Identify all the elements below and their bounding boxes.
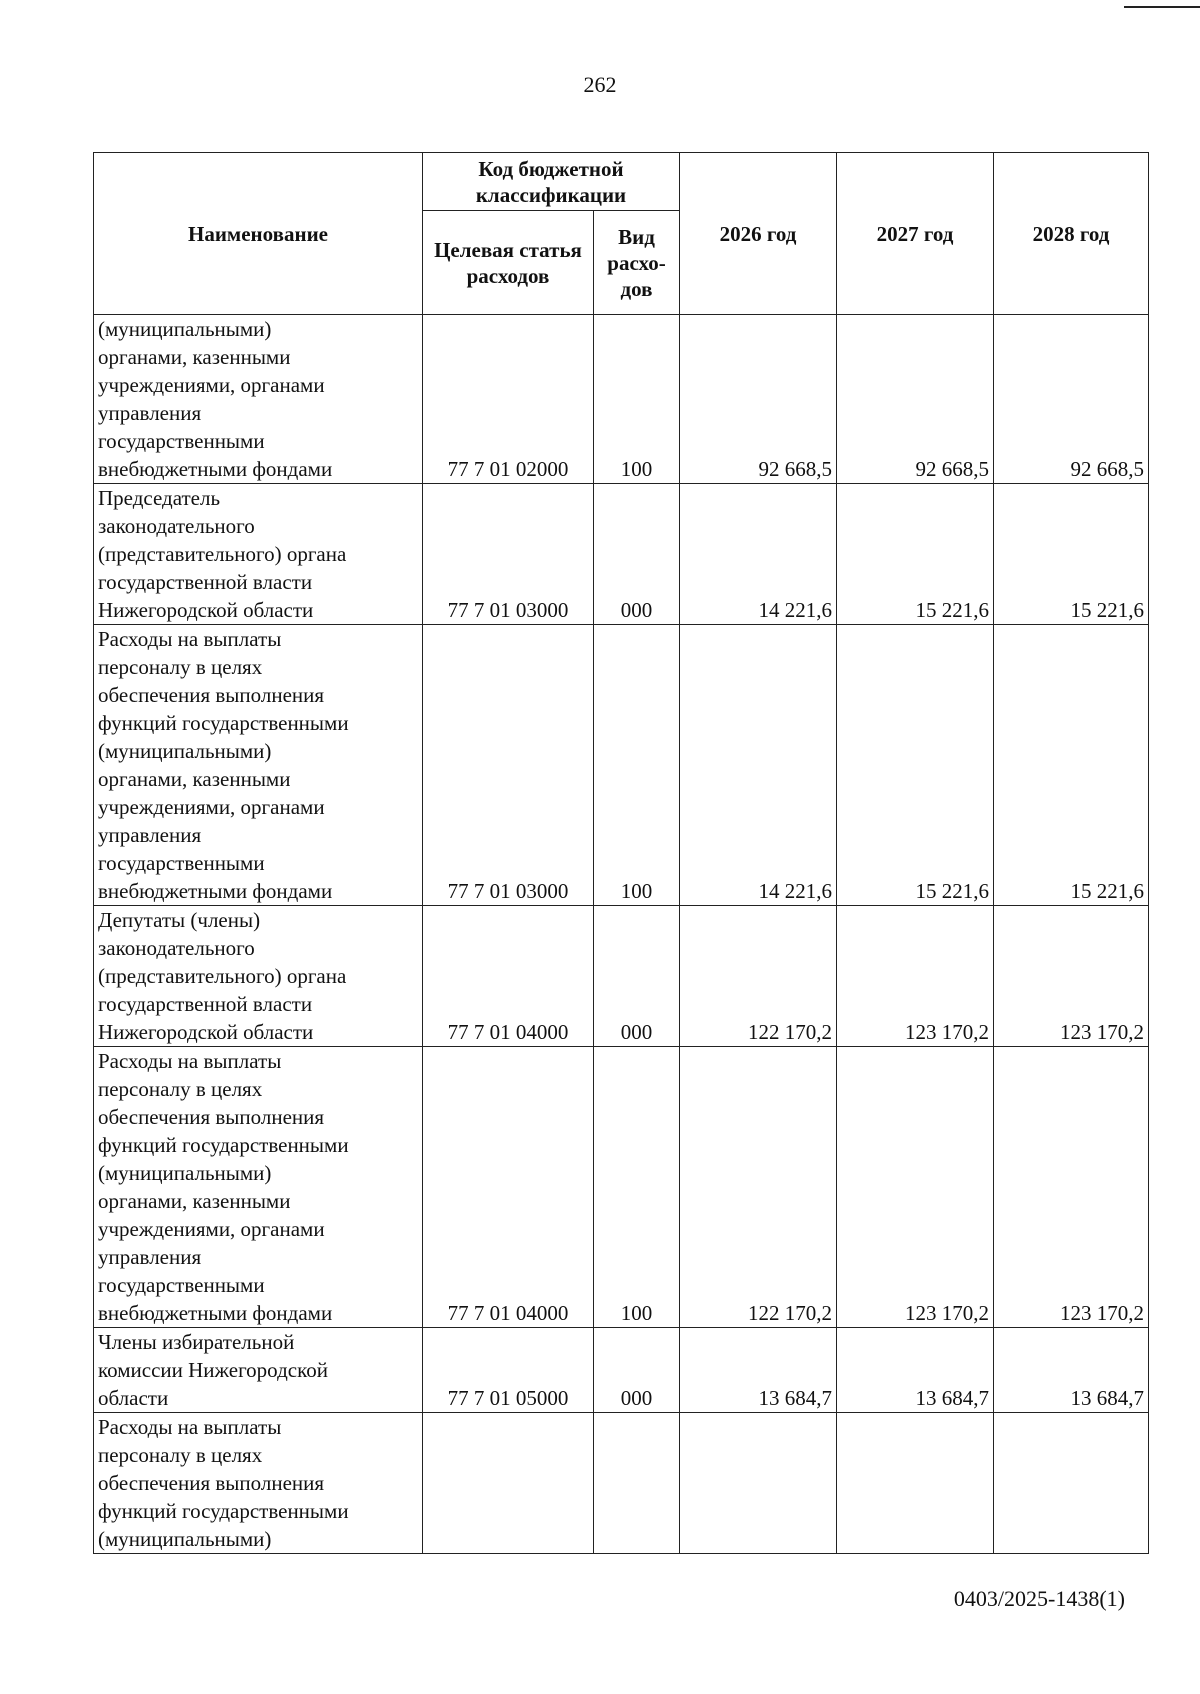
row-name-line: учреждениями, органами [98, 795, 325, 819]
row-target-article [423, 1413, 594, 1554]
row-name-line: внебюджетными фондами [98, 879, 333, 903]
top-edge-rule [1124, 6, 1200, 8]
row-value-2026: 122 170,2 [680, 906, 837, 1047]
table-row [94, 315, 1149, 484]
row-name-line: (муниципальными) [98, 317, 272, 341]
row-name-line: управления [98, 1245, 202, 1269]
row-name-line: Расходы на выплаты [98, 1415, 282, 1439]
row-name-line: внебюджетными фондами [98, 457, 333, 481]
row-value-2028: 123 170,2 [994, 906, 1149, 1047]
row-value-2028: 13 684,7 [994, 1328, 1149, 1413]
row-expense-type: 100 [594, 315, 680, 484]
header-year-2026: 2026 год [680, 153, 837, 315]
row-name [94, 1047, 423, 1328]
row-name-line: государственной власти [98, 570, 313, 594]
row-name-line: (муниципальными) [98, 1527, 272, 1551]
row-name-line: функций государственными [98, 1499, 349, 1523]
row-expense-type: 100 [594, 1047, 680, 1328]
row-name-line: Председатель [98, 486, 221, 510]
row-target-article: 77 7 01 05000 [423, 1328, 594, 1413]
row-name [94, 484, 423, 625]
row-name-line: государственными [98, 429, 265, 453]
row-value-2026: 13 684,7 [680, 1328, 837, 1413]
row-target-article: 77 7 01 04000 [423, 906, 594, 1047]
row-name [94, 315, 423, 484]
row-expense-type: 000 [594, 1328, 680, 1413]
row-value-2026: 14 221,6 [680, 625, 837, 906]
row-name-line: государственной власти [98, 992, 313, 1016]
row-name-line: (муниципальными) [98, 1161, 272, 1185]
row-value-2027: 13 684,7 [837, 1328, 994, 1413]
row-name-line: Расходы на выплаты [98, 627, 282, 651]
row-value-2026: 14 221,6 [680, 484, 837, 625]
row-name-line: (представительного) органа [98, 964, 347, 988]
row-name-line: персоналу в целях [98, 1077, 263, 1101]
row-value-2028: 92 668,5 [994, 315, 1149, 484]
row-name-line: законодательного [98, 936, 255, 960]
header-year-2027: 2027 год [837, 153, 994, 315]
table-body [94, 315, 1149, 1554]
row-name-line: обеспечения выполнения [98, 683, 325, 707]
row-name-line: учреждениями, органами [98, 1217, 325, 1241]
row-name-line: функций государственными [98, 1133, 349, 1157]
row-name-line: функций государственными [98, 711, 349, 735]
row-name-line: Депутаты (члены) [98, 908, 261, 932]
row-name-line: управления [98, 823, 202, 847]
row-name-line: законодательного [98, 514, 255, 538]
row-name-line: обеспечения выполнения [98, 1105, 325, 1129]
row-name-line: государственными [98, 851, 265, 875]
header-budget-code: Код бюджетной классификации [423, 153, 680, 211]
row-name-line: Нижегородской области [98, 1020, 314, 1044]
row-value-2027: 123 170,2 [837, 1047, 994, 1328]
row-name-line: (представительного) органа [98, 542, 347, 566]
header-target-article: Целевая статья расходов [423, 211, 594, 315]
row-expense-type [594, 1413, 680, 1554]
row-name-line: органами, казенными [98, 1189, 291, 1213]
header-year-2028: 2028 год [994, 153, 1149, 315]
table-row [94, 484, 1149, 625]
row-name [94, 906, 423, 1047]
row-value-2028: 123 170,2 [994, 1047, 1149, 1328]
row-value-2027: 123 170,2 [837, 906, 994, 1047]
row-name-line: персоналу в целях [98, 655, 263, 679]
table-row [94, 625, 1149, 906]
row-value-2027: 15 221,6 [837, 484, 994, 625]
row-value-2027: 15 221,6 [837, 625, 994, 906]
table-header [94, 153, 1149, 315]
row-name-line: государственными [98, 1273, 265, 1297]
row-expense-type: 100 [594, 625, 680, 906]
row-value-2026 [680, 1413, 837, 1554]
row-expense-type: 000 [594, 484, 680, 625]
row-value-2028 [994, 1413, 1149, 1554]
row-target-article: 77 7 01 03000 [423, 484, 594, 625]
row-name [94, 1413, 423, 1554]
document-number: 0403/2025-1438(1) [953, 1586, 1125, 1611]
row-value-2028: 15 221,6 [994, 625, 1149, 906]
row-name [94, 1328, 423, 1413]
table-row [94, 906, 1149, 1047]
row-target-article: 77 7 01 02000 [423, 315, 594, 484]
row-value-2027 [837, 1413, 994, 1554]
row-name-line: комиссии Нижегородской [98, 1358, 328, 1382]
table-row [94, 1047, 1149, 1328]
row-name-line: области [98, 1386, 169, 1410]
row-name-line: учреждениями, органами [98, 373, 325, 397]
row-target-article: 77 7 01 03000 [423, 625, 594, 906]
header-name: Наименование [94, 153, 423, 315]
row-name-line: органами, казенными [98, 345, 291, 369]
table-row [94, 1413, 1149, 1554]
row-expense-type: 000 [594, 906, 680, 1047]
row-value-2027: 92 668,5 [837, 315, 994, 484]
row-name-line: Нижегородской области [98, 598, 314, 622]
row-name-line: внебюджетными фондами [98, 1301, 333, 1325]
row-name-line: Члены избирательной [98, 1330, 295, 1354]
header-expense-type: Вид расхо-дов [594, 211, 680, 315]
row-name-line: Расходы на выплаты [98, 1049, 282, 1073]
row-name-line: управления [98, 401, 202, 425]
row-value-2028: 15 221,6 [994, 484, 1149, 625]
row-name-line: обеспечения выполнения [98, 1471, 325, 1495]
row-name-line: (муниципальными) [98, 739, 272, 763]
table-row [94, 1328, 1149, 1413]
row-name [94, 625, 423, 906]
row-name-line: органами, казенными [98, 767, 291, 791]
budget-table [93, 152, 1149, 1554]
row-value-2026: 92 668,5 [680, 315, 837, 484]
row-target-article: 77 7 01 04000 [423, 1047, 594, 1328]
row-name-line: персоналу в целях [98, 1443, 263, 1467]
row-value-2026: 122 170,2 [680, 1047, 837, 1328]
page-number: 262 [583, 72, 617, 97]
